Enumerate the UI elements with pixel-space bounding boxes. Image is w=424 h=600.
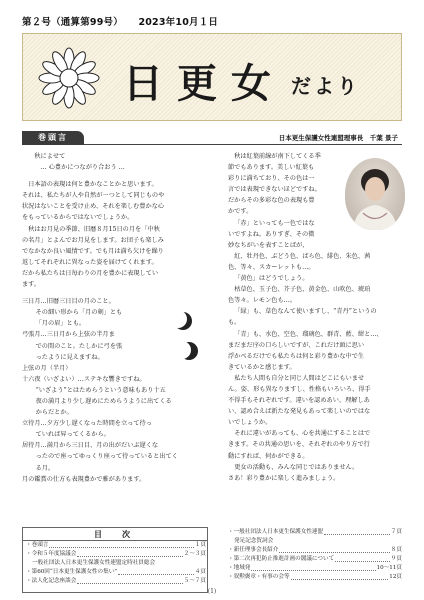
essay-line: も。 [228,319,241,327]
essay-line: 状況はないことを受け止め、それを楽しむ豊かな心 [22,203,165,211]
essay-line: をもっているからではないでしょうか。 [22,214,134,222]
essay-line: いでしょうか。 [228,419,272,427]
toc-item [228,564,402,573]
toc-item-page: ９頁 [390,556,402,562]
essay-line: 十六夜（いざよい）…ステキな響きですね。 [22,375,146,383]
toc-item-title: ・新任理事会長紹介 [228,547,279,553]
portrait-image [345,158,405,230]
essay-line: … 心豊かにつながり合おう … [22,164,125,172]
toc-item [26,559,206,568]
toc-title: 目 次 [94,530,136,539]
essay-line: だからその多彩な色の表現も豊 [228,197,315,205]
essay-line: 浮かべるだけでも私たちは何と彩り豊かな中で生 [228,352,365,360]
essay-line: かです。 [228,208,253,216]
essay-line: でなかなか良い風情です。でも月は満ち欠けを繰り [22,247,164,255]
essay-line: 秋はお月見の季節、旧暦８月15日の月を「中秋 [28,225,160,233]
essay-line: それは、私たちが人や自然が一つとして同じものや [22,192,165,200]
essay-line: ったように見えますね。 [35,353,104,361]
essay-line: ます。 [22,281,41,289]
crescent-moon-icon [172,310,194,332]
toc-item-title: ・地域発 [228,565,251,571]
chrysanthemum-icon [37,46,101,110]
toc-item-title: ・令和５年度協議会 [26,551,77,557]
toc-item-title: ・巻頭言 [26,542,49,548]
toc-item-title: ・第二次再犯防止推進計画の閣議について [228,556,335,562]
essay-line: きているかと感じます。 [228,363,296,371]
essay-line: 弓張月…三日月から上弦の半月ま [22,331,115,339]
toc-item-page: ７頁 [390,529,402,535]
essay-line: 返してそれぞれに異なった姿を届けてくれます。 [22,258,158,266]
masthead-title-sub: だより [291,74,360,98]
toc-item-title: 発足記念賀詞会 [234,538,274,544]
toc-item [228,573,402,582]
essay-line: 秋によせて [22,153,66,160]
essay-author: 日本更生保護女性連盟理事長 千葉 景子 [278,134,398,142]
toc-leader-dots [251,564,375,571]
essay-line: 「緑」も、草色なんて使いますし、“青丹”というの [234,308,377,316]
toc-item-page: １頁 [194,542,206,548]
essay-line: 私たち人間も自分と同じ人間はどこにもいませ [234,374,365,382]
essay-line: 月の鑑賞の仕方も表現豊かで雅があります。 [22,475,146,483]
toc-leader-dots [49,541,193,548]
essay-line: さあ！彩り豊かに楽しく進みましょう。 [228,474,340,482]
toc-leader-dots [335,555,390,562]
table-of-contents [22,527,402,593]
essay-line: “いざよう”とはためらうという意味もあり十五 [35,386,166,394]
essay-line: での間のこと。たしかに弓を張 [35,342,123,350]
essay-line: だから私たちは日毎わりの月を豊かに表現してい [22,269,159,277]
masthead-banner [22,33,402,121]
essay-line: 妙なちがいを表すことばが、 [228,241,309,249]
toc-list-left [26,541,206,586]
essay-line: 三日月…旧暦三日目の月のこと。 [22,298,115,306]
essay-line: 動にすれば、何かができる。 [228,452,309,460]
essay-line: の名月」とよんでお月見をします。お団子も楽しみ [22,236,164,244]
toc-item [228,555,402,564]
essay-line: 「青」も、水色、空色、瑠璃色、群青、藍、紺と…、 [234,330,383,338]
essay-line: 「赤」といっても一色ではな [234,219,315,227]
essay-line: からだとか。 [35,409,73,417]
masthead-title: 日更女 [123,61,285,107]
issue-date: 2023年10月１日 [138,17,219,28]
toc-item-page: ２～３頁 [183,551,206,557]
essay-line: ていれば昇ってくるから。 [35,431,110,439]
essay-line: 不得手もそれぞれです。違いを認めあい、理解しあ [228,397,370,405]
essay-line: る月。 [35,464,55,472]
toc-item-page: 12頁 [389,574,402,580]
essay-tag: 巻頭言 [22,131,84,145]
page-number: (1) [207,588,217,595]
toc-item-page: 10～11頁 [376,565,402,571]
toc-item [228,546,402,555]
essay-line: 秋は紅葉前線が南下してくる季 [234,153,321,160]
toc-leader-dots [279,546,389,553]
toc-item-page: ４頁 [194,569,206,575]
toc-item-title: ・法人化記念座談会 [26,578,77,584]
toc-leader-dots [118,568,194,575]
essay-line: 枯草色、玉子色、芥子色、黄金色、山吹色、琥珀 [234,286,371,294]
essay-line: 立待月…夕方少し遅くなった時間を立って待っ [22,420,152,428]
essay-line: ん。姿、形も異なりますし、性格もいろいろ、得手 [228,385,371,393]
toc-leader-dots [324,528,390,535]
toc-item-title: ・第60回“日本更生保護女性の集い” [26,569,118,575]
essay-line: 日本語の表現は何と豊かなことかと思います。 [28,181,158,189]
toc-item [26,568,206,577]
toc-item-title: ・一般社団法人日本更生保護女性連盟 [228,529,324,535]
toc-leader-dots [291,573,389,580]
essay-line: その細い形から「月の剣」とも [35,309,123,317]
toc-leader-dots [77,550,182,557]
essay-line: それに違いがあっても、心を共通にすることはで [234,430,371,438]
essay-line: 夜の満月より少し遅めにためらうように出てくる [35,397,172,405]
essay-line: 色等々。レモン色も…。 [228,297,297,305]
essay-line: い、認め合えば新たな発見もあって楽しいのではな [228,408,371,416]
essay-line: 節でもあります。美しい紅葉も [228,164,315,172]
toc-item-title: 一般社団法人日本更生保護女性連盟定時社員総会 [32,560,156,566]
toc-item [26,550,206,559]
issue-header [22,14,230,28]
toc-item [228,528,402,537]
essay-header [22,131,402,145]
toc-leader-dots [77,577,182,584]
essay-line: きます。その共通の思いを、それぞれのやり方で行 [228,441,370,449]
toc-item [228,537,402,546]
toc-item [26,541,206,550]
essay-line: 言では表現できないほどですね。 [228,186,321,194]
essay-line: まだまだ序の口らしいですが、これだけ頭に思い [228,341,365,349]
essay-line: 紅、牡丹色、ぶどう色、ばら色、緋色、朱色、茜 [234,252,371,260]
essay-line: 彩りに満ちており、その色は一 [228,175,315,183]
essay-line: 「黄色」はどうでしょう。 [234,275,309,283]
half-moon-icon [178,340,200,362]
toc-list-right [228,528,402,582]
toc-item-page: ８頁 [390,547,402,553]
essay-line: 居待月…満月から三日目、月の出がだいぶ遅くな [22,442,159,450]
essay-line: いですよね。ありすぎ、その微 [228,230,315,238]
essay-line: 色、等々、スカーレットも…。 [228,263,315,271]
toc-item-title: ・叙勲褒章・有事の会等 [228,574,290,580]
author-photo [345,158,405,230]
issue-number: 第２号（通算第99号） [22,17,123,28]
essay-line: ったので座ってゆっくり座って待っていると出てく [35,453,178,461]
toc-item [26,577,206,586]
essay-line: 上弦の月（半月） [22,364,72,372]
toc-item-page: ５～７頁 [183,578,206,584]
essay-line: 更女の活動も、みんな同じではありません。 [234,463,359,471]
essay-line: 「月の眉」とも。 [35,320,86,328]
